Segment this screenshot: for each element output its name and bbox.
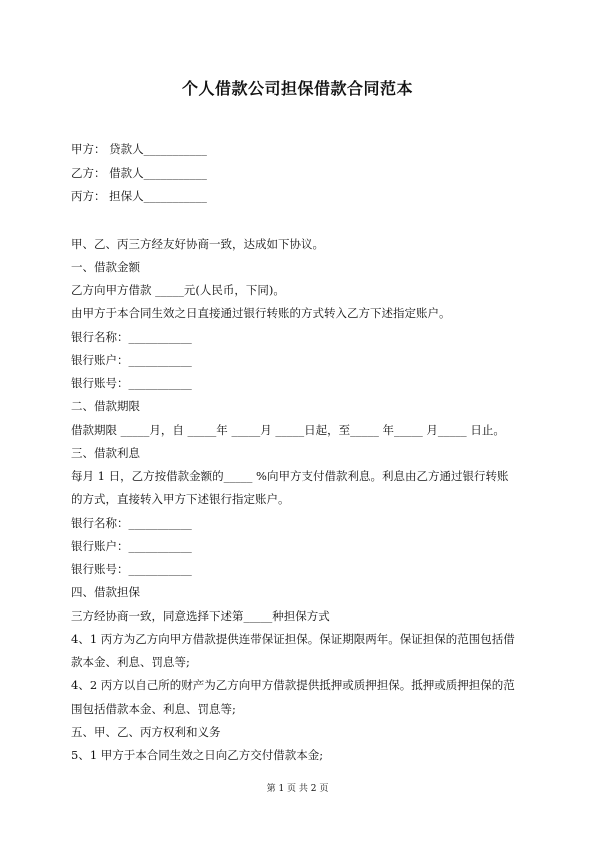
paragraph-line: 由甲方于本合同生效之日直接通过银行转账的方式转入乙方下述指定账户。	[71, 306, 451, 320]
section-heading: 五、甲、乙、丙方权利和义务	[71, 725, 221, 739]
paragraph-line: 乙方向甲方借款 _____元(人民币，下同)。	[71, 283, 285, 297]
section-heading: 二、借款期限	[71, 399, 140, 413]
paragraph-line: 5、1 甲方于本合同生效之日向乙方交付借款本金;	[71, 748, 324, 762]
paragraph-line: 三方经协商一致，同意选择下述第_____种担保方式	[71, 609, 330, 623]
paragraph-line: 4、1 丙方为乙方向甲方借款提供连带保证担保。保证期限两年。保证担保的范围包括借	[71, 632, 515, 646]
section-heading: 一、借款金额	[71, 260, 140, 274]
paragraph-line: 借款期限 _____月，自 _____年 _____月 _____日起，至_____ 年_____ 月_____ 日止。	[71, 423, 505, 437]
paragraph-line: 甲、乙、丙三方经友好协商一致，达成如下协议。	[71, 237, 324, 251]
bank-account-field: 银行账户：___________	[71, 353, 192, 367]
bank-number-field: 银行账号：___________	[71, 562, 192, 576]
paragraph-line: 4、2 丙方以自己所的财产为乙方向甲方借款提供抵押或质押担保。抵押或质押担保的范	[71, 678, 515, 692]
document-title: 个人借款公司担保借款合同范本	[181, 79, 413, 98]
section-heading: 四、借款担保	[71, 585, 140, 599]
paragraph-line: 每月 1 日，乙方按借款金额的_____ %向甲方支付借款利息。利息由乙方通过银行转账	[71, 469, 509, 483]
page-number-footer: 第 1 页 共 2 页	[266, 784, 329, 794]
bank-account-field: 银行账户：___________	[71, 539, 192, 553]
bank-name-field: 银行名称：___________	[71, 330, 192, 344]
bank-name-field: 银行名称：___________	[71, 516, 192, 530]
party-borrower: 乙方： 借款人___________	[71, 166, 207, 180]
party-guarantor: 丙方： 担保人___________	[71, 189, 207, 203]
paragraph-line: 围包括借款本金、利息、罚息等;	[71, 702, 236, 716]
bank-number-field: 银行账号：___________	[71, 376, 192, 390]
party-lender: 甲方： 贷款人___________	[71, 142, 207, 156]
paragraph-line: 的方式，直接转入甲方下述银行指定账户。	[71, 492, 290, 506]
section-heading: 三、借款利息	[71, 446, 140, 460]
paragraph-line: 款本金、利息、罚息等;	[71, 655, 190, 669]
